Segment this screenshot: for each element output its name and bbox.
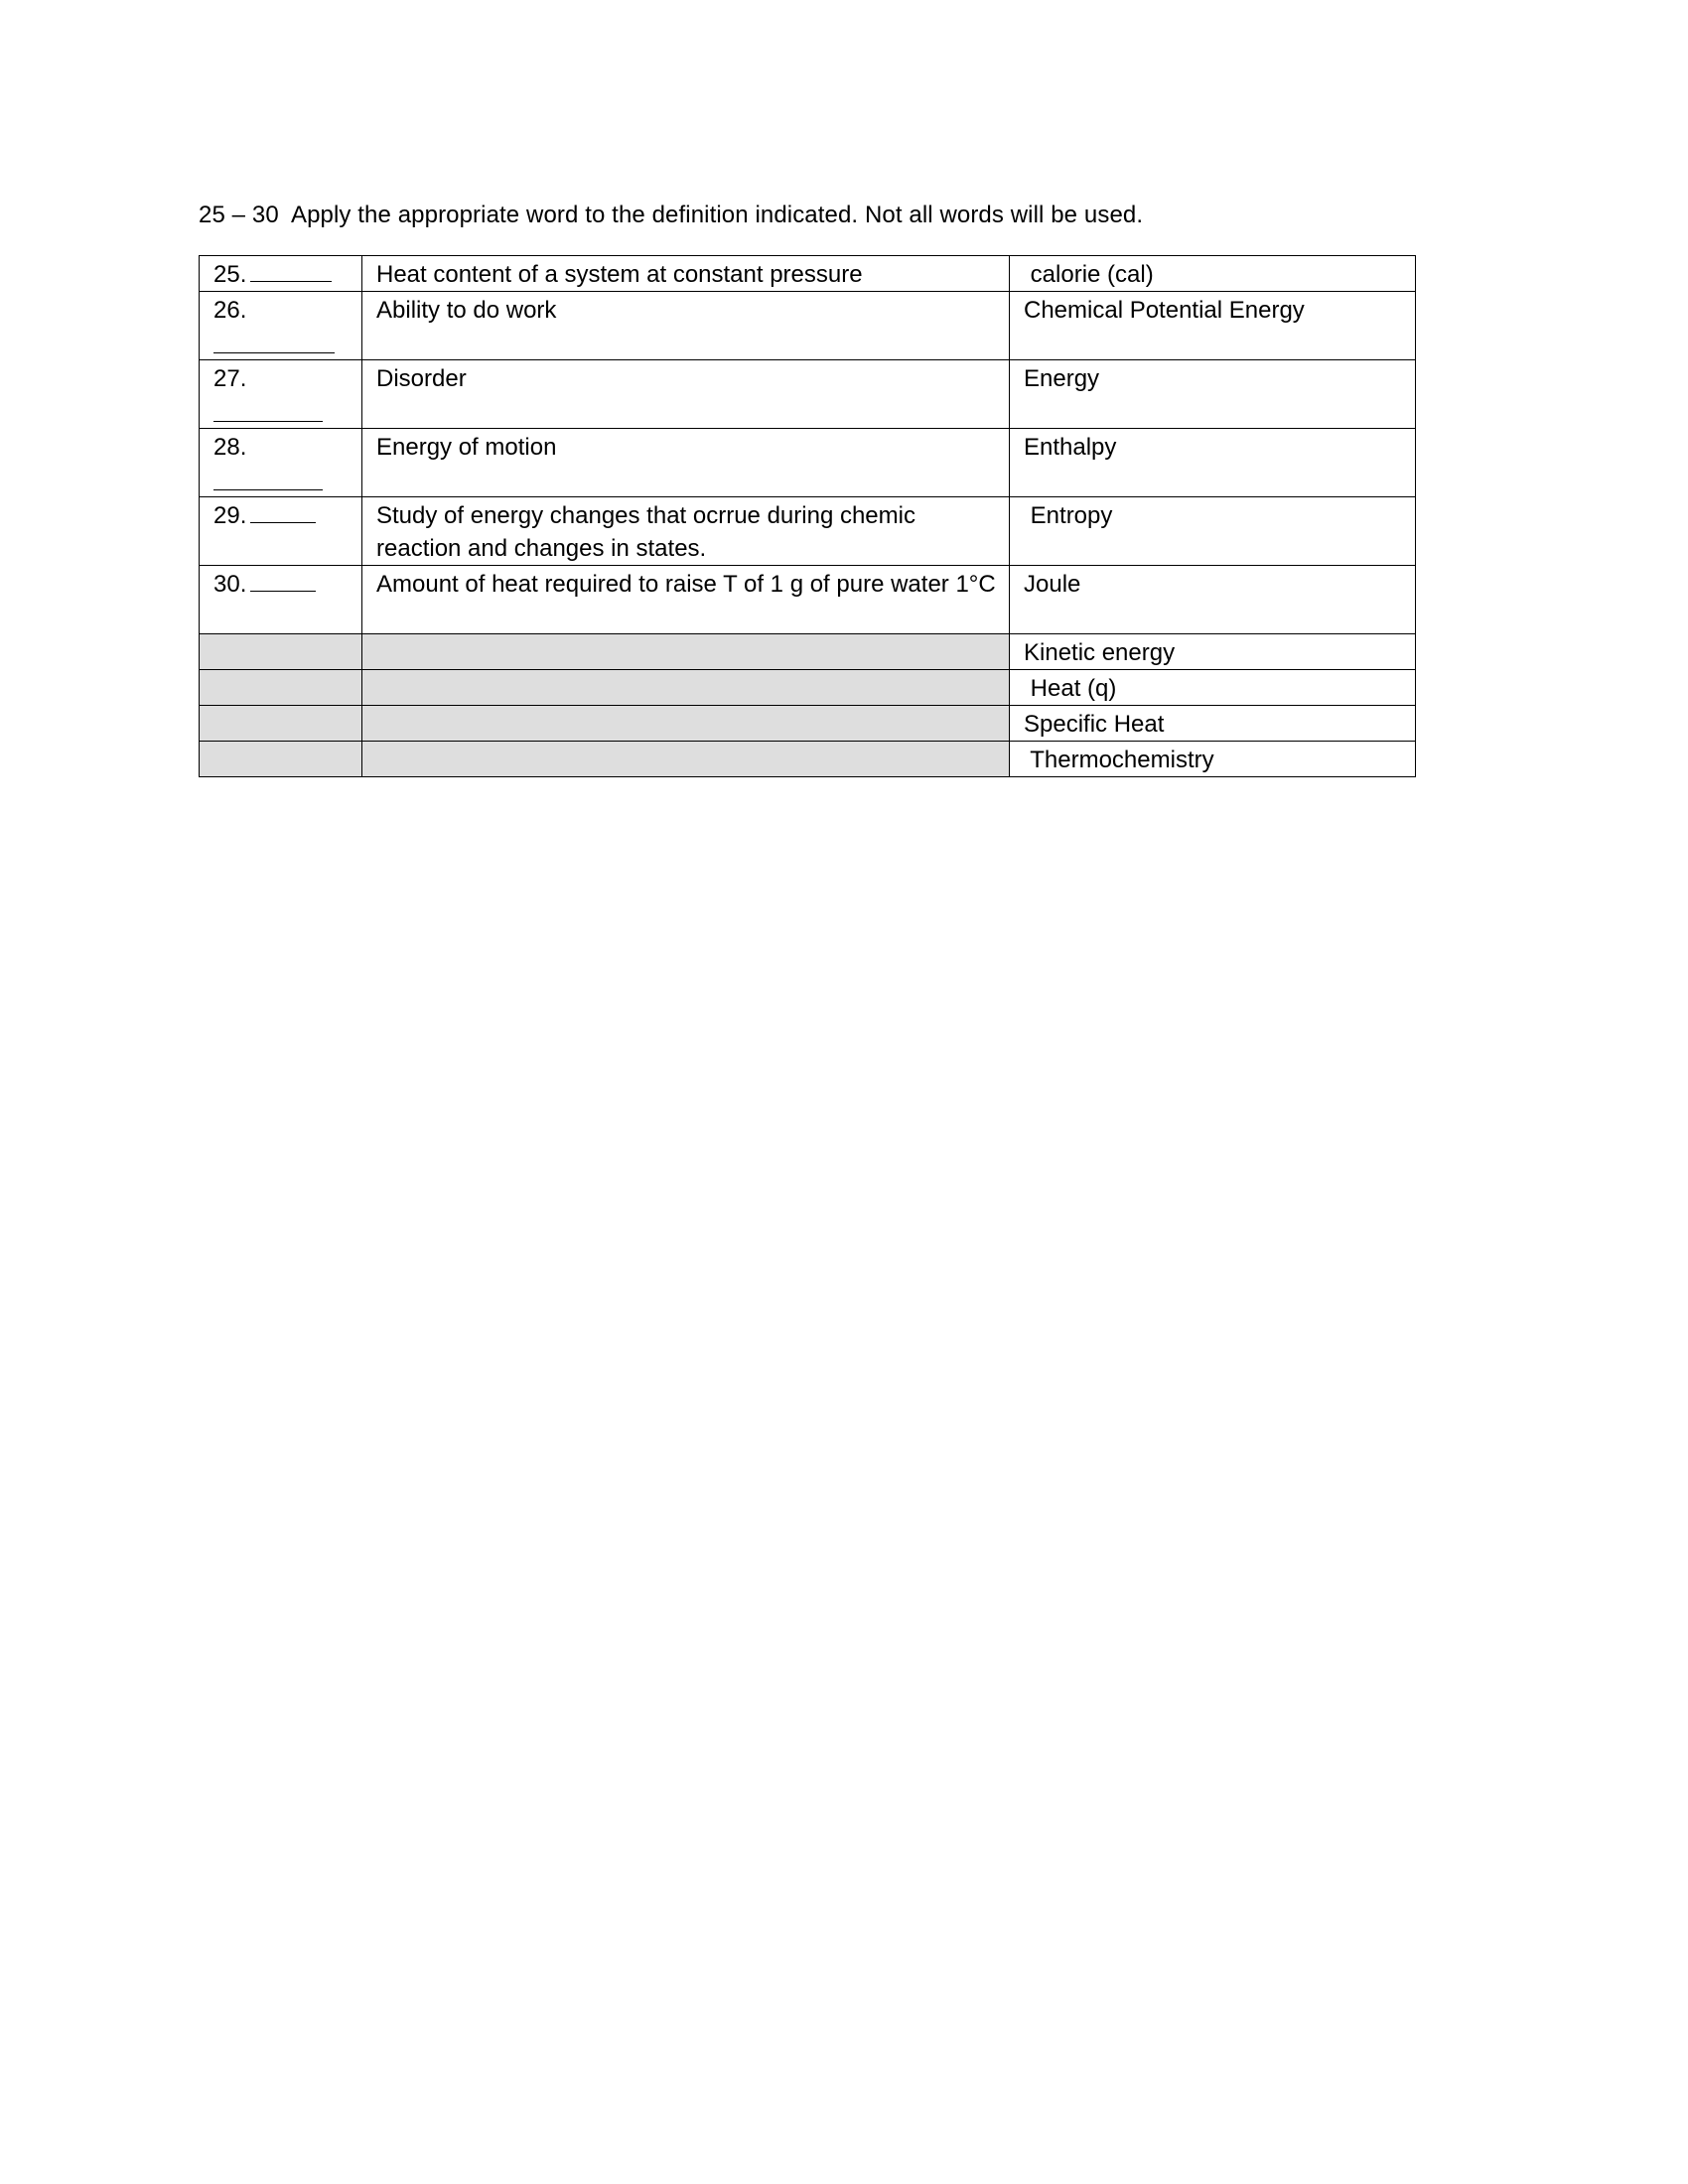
word-bank-item: Thermochemistry	[1010, 742, 1416, 777]
question-number-cell	[200, 360, 362, 429]
empty-shaded-cell	[200, 634, 362, 670]
table-row	[200, 360, 1416, 429]
definition-cell: Ability to do work	[362, 292, 1010, 360]
empty-shaded-cell	[200, 706, 362, 742]
word-bank-item: Entropy	[1010, 497, 1416, 566]
word-bank-item: Chemical Potential Energy	[1010, 292, 1416, 360]
question-number: 25.	[213, 261, 247, 288]
table-row	[200, 497, 1416, 566]
table-row	[200, 292, 1416, 360]
answer-blank[interactable]	[213, 462, 323, 490]
empty-shaded-cell	[362, 742, 1010, 777]
answer-blank[interactable]	[250, 259, 332, 282]
question-number: 28.	[213, 434, 247, 461]
definition-cell: Heat content of a system at constant pressure	[362, 256, 1010, 292]
question-number: 27.	[213, 365, 247, 392]
answer-blank[interactable]	[213, 393, 323, 422]
table-row	[200, 634, 1416, 670]
empty-shaded-cell	[362, 634, 1010, 670]
question-number: 26.	[213, 297, 247, 324]
table-row	[200, 256, 1416, 292]
question-number-cell	[200, 292, 362, 360]
table-row	[200, 742, 1416, 777]
empty-shaded-cell	[200, 742, 362, 777]
word-bank-item: Specific Heat	[1010, 706, 1416, 742]
empty-shaded-cell	[362, 706, 1010, 742]
question-number-cell	[200, 497, 362, 566]
question-number-cell	[200, 429, 362, 497]
answer-blank[interactable]	[250, 500, 316, 523]
question-number-cell	[200, 566, 362, 634]
definition-cell: Amount of heat required to raise T of 1 g of pure water 1°C	[362, 566, 1010, 634]
table-row	[200, 566, 1416, 634]
question-number: 29.	[213, 502, 247, 529]
question-number-cell	[200, 256, 362, 292]
table-row	[200, 429, 1416, 497]
table-row	[200, 670, 1416, 706]
definition-cell: Study of energy changes that ocrrue during chemic reaction and changes in states.	[362, 497, 1010, 566]
word-bank-item: Heat (q)	[1010, 670, 1416, 706]
word-bank-item: Enthalpy	[1010, 429, 1416, 497]
empty-shaded-cell	[362, 670, 1010, 706]
word-bank-item: calorie (cal)	[1010, 256, 1416, 292]
definition-cell: Energy of motion	[362, 429, 1010, 497]
question-number: 30.	[213, 571, 247, 598]
word-bank-item: Kinetic energy	[1010, 634, 1416, 670]
table-row	[200, 706, 1416, 742]
matching-table	[199, 255, 1416, 777]
answer-blank[interactable]	[213, 325, 335, 353]
instructions-text: 25 – 30 Apply the appropriate word to the definition indicated. Not all words will be used.	[199, 202, 1144, 228]
word-bank-item: Joule	[1010, 566, 1416, 634]
answer-blank[interactable]	[250, 569, 316, 592]
word-bank-item: Energy	[1010, 360, 1416, 429]
empty-shaded-cell	[200, 670, 362, 706]
definition-cell: Disorder	[362, 360, 1010, 429]
